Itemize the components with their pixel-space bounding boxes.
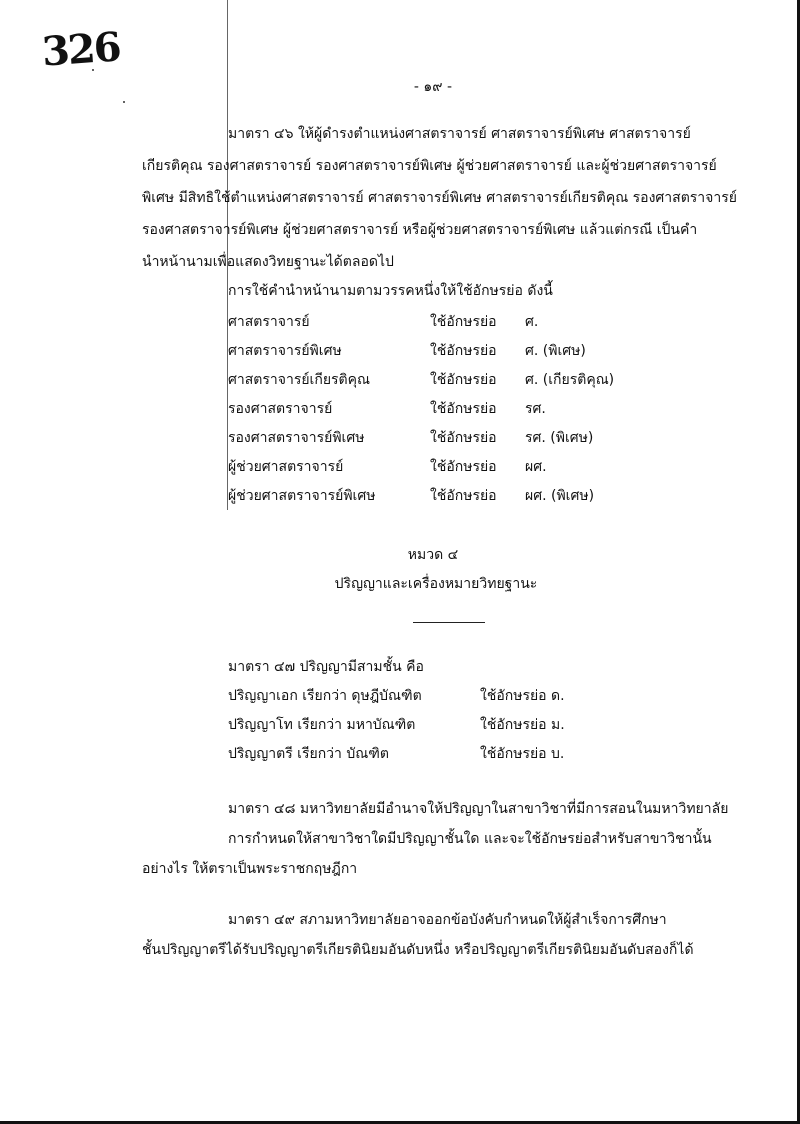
abbreviation-label: ใช้อักษรย่อ — [430, 459, 497, 475]
abbreviation-value: ศ. — [525, 314, 539, 330]
abbreviation-value: รศ. (พิเศษ) — [525, 430, 594, 446]
section46-line5: นำหน้านามเพื่อแสดงวิทยฐานะได้ตลอดไป — [142, 254, 394, 270]
degree-abbreviation: ใช้อักษรย่อ ม. — [480, 717, 565, 733]
degree-name: ปริญญาโท เรียกว่า มหาบัณฑิต — [228, 717, 416, 733]
abbreviation-value: ผศ. — [525, 459, 547, 475]
abbreviation-value: ผศ. (พิเศษ) — [525, 488, 595, 504]
academic-title: ผู้ช่วยศาสตราจารย์ — [228, 459, 344, 475]
degree-abbreviation: ใช้อักษรย่อ บ. — [480, 746, 565, 762]
academic-title: รองศาสตราจารย์พิเศษ — [228, 430, 365, 446]
section46-line3: พิเศษ มีสิทธิใช้ตำแหน่งศาสตราจารย์ ศาสตราจารย์พิเศษ ศาสตราจารย์เกียรติคุณ รองศาสตราจารย์ — [142, 190, 737, 206]
page-number: - ๑๙ - — [413, 79, 453, 95]
section48-line1: มาตรา ๔๘ มหาวิทยาลัยมีอำนาจให้ปริญญาในสาขาวิชาที่มีการสอนในมหาวิทยาลัย — [228, 801, 729, 817]
section47-heading: มาตรา ๔๗ ปริญญามีสามชั้น คือ — [228, 659, 424, 675]
section49-line2: ชั้นปริญญาตรีได้รับปริญญาตรีเกียรตินิยมอันดับหนึ่ง หรือปริญญาตรีเกียรตินิยมอันดับสองก็ได้ — [142, 942, 694, 958]
degree-abbreviation: ใช้อักษรย่อ ด. — [480, 688, 565, 704]
degree-name: ปริญญาตรี เรียกว่า บัณฑิต — [228, 746, 389, 762]
academic-title: ศาสตราจารย์ — [228, 314, 310, 330]
section48-line3: อย่างไร ให้ตราเป็นพระราชกฤษฎีกา — [142, 861, 358, 877]
section49-line1: มาตรา ๔๙ สภามหาวิทยาลัยอาจออกข้อบังคับกำหนดให้ผู้สำเร็จการศึกษา — [228, 912, 667, 928]
abbreviation-label: ใช้อักษรย่อ — [430, 430, 497, 446]
abbreviation-label: ใช้อักษรย่อ — [430, 401, 497, 417]
academic-title: ศาสตราจารย์เกียรติคุณ — [228, 372, 370, 388]
academic-title: รองศาสตราจารย์ — [228, 401, 333, 417]
handwritten-page-number: 326 — [40, 23, 122, 76]
degree-name: ปริญญาเอก เรียกว่า ดุษฎีบัณฑิต — [228, 688, 422, 704]
section46-line6: การใช้คำนำหน้านามตามวรรคหนึ่งให้ใช้อักษรย่อ ดังนี้ — [228, 283, 553, 299]
academic-title: ผู้ช่วยศาสตราจารย์พิเศษ — [228, 488, 376, 504]
abbreviation-label: ใช้อักษรย่อ — [430, 314, 497, 330]
scan-speck — [123, 101, 125, 103]
academic-title: ศาสตราจารย์พิเศษ — [228, 343, 342, 359]
chapter-title: ปริญญาและเครื่องหมายวิทยฐานะ — [334, 576, 538, 592]
abbreviation-label: ใช้อักษรย่อ — [430, 343, 497, 359]
chapter-number: หมวด ๔ — [407, 547, 459, 563]
abbreviation-label: ใช้อักษรย่อ — [430, 488, 497, 504]
abbreviation-value: ศ. (เกียรติคุณ) — [525, 372, 615, 388]
section46-line2: เกียรติคุณ รองศาสตราจารย์ รองศาสตราจารย์พิเศษ ผู้ช่วยศาสตราจารย์ และผู้ช่วยศาสตราจารย์ — [142, 158, 717, 174]
abbreviation-label: ใช้อักษรย่อ — [430, 372, 497, 388]
abbreviation-value: ศ. (พิเศษ) — [525, 343, 586, 359]
chapter-divider — [413, 622, 485, 623]
section48-line2: การกำหนดให้สาขาวิชาใดมีปริญญาชั้นใด และจะใช้อักษรย่อสำหรับสาขาวิชานั้น — [228, 831, 712, 847]
section46-line4: รองศาสตราจารย์พิเศษ ผู้ช่วยศาสตราจารย์ หรือผู้ช่วยศาสตราจารย์พิเศษ แล้วแต่กรณี เป็นคำ — [142, 222, 698, 238]
section46-line1: มาตรา ๔๖ ให้ผู้ดำรงตำแหน่งศาสตราจารย์ ศาสตราจารย์พิเศษ ศาสตราจารย์ — [228, 126, 691, 142]
abbreviation-value: รศ. — [525, 401, 546, 417]
